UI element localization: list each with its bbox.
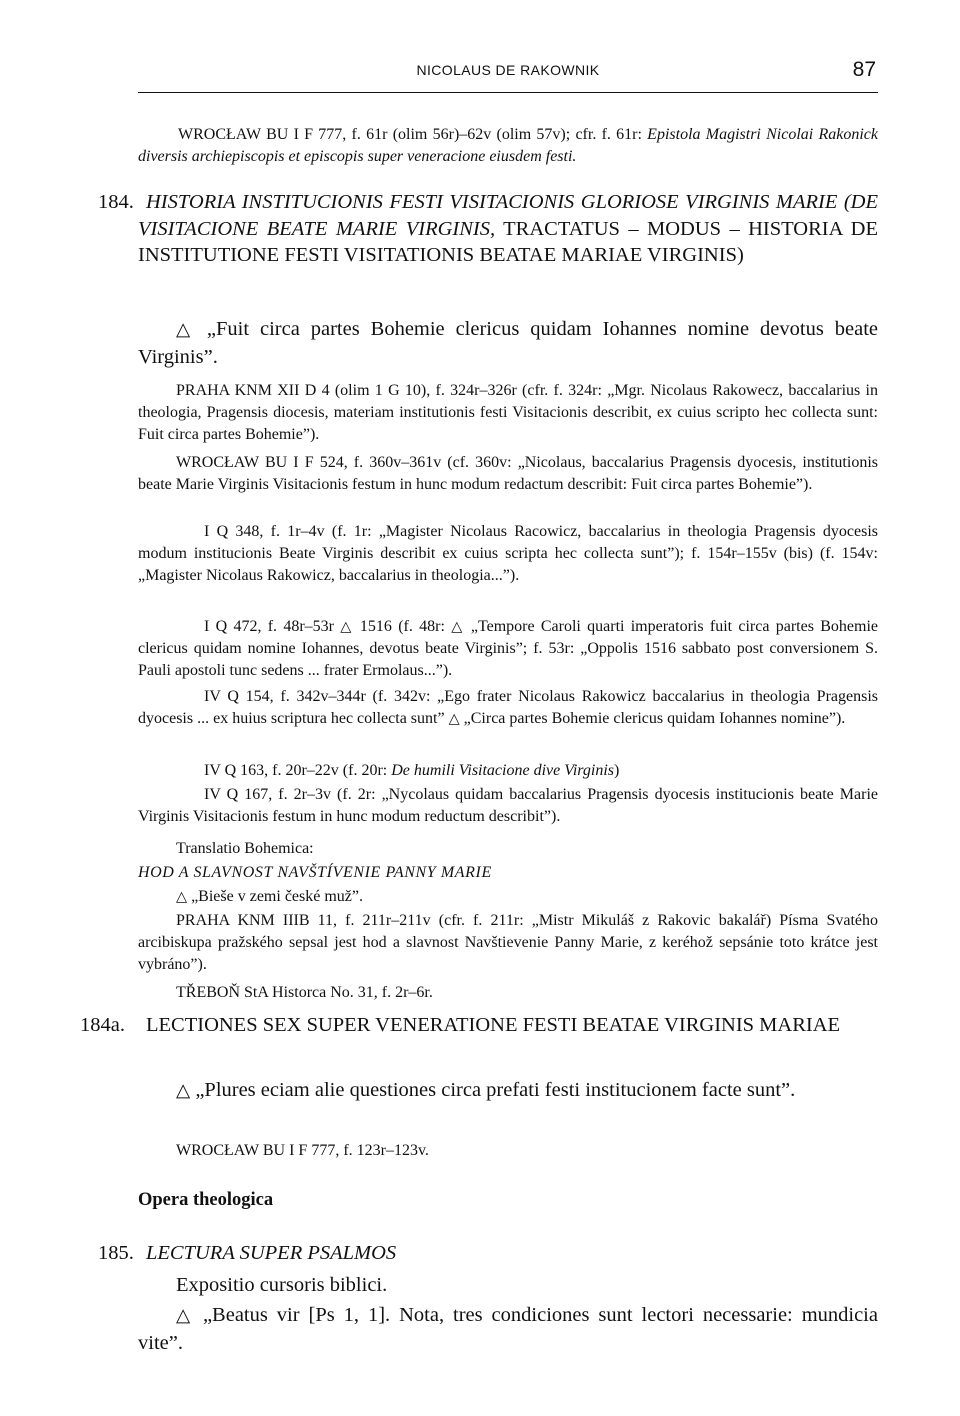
incipit-triangle-icon: △ <box>176 319 196 340</box>
incipit-185-text: „Beatus vir [Ps 1, 1]. Nota, tres condiciones sunt lectori necessarie: mundicia vite”. <box>138 1304 878 1354</box>
intro-italic: Epistola Magistri Nicolai Rakonick diversis archiepiscopis et episcopis super veneracione eiusdem festi. <box>138 126 878 165</box>
ms-wroclaw-777: WROCŁAW BU I F 777, f. 123r–123v. <box>176 1142 429 1159</box>
ms-wroclaw-524: WROCŁAW BU I F 524, f. 360v–361v (cf. 360v: „Nicolaus, baccalarius Pragensis dyocesis, institutionis beate Marie Virginis Visitacionis festum in hunc modum redactum describit: Fuit circa partes Bohemie”). <box>138 454 878 493</box>
ms-trebon: TŘEBOŇ StA Historca No. 31, f. 2r–6r. <box>176 984 433 1001</box>
ivq163-end: ) <box>614 762 620 779</box>
incipit-text: „Fuit circa partes Bohemie clericus quidam Iohannes nomine devotus beate Virginis”. <box>138 318 878 368</box>
entry-number-185: 185. <box>98 1242 134 1264</box>
incipit-184a <box>138 1077 878 1105</box>
bohemian-title: HOD A SLAVNOST NAVŠTÍVENIE PANNY MARIE <box>138 864 492 881</box>
ms-ivq163 <box>138 760 878 782</box>
ivq163-italic: De humili Visitacione dive Virginis <box>391 762 615 779</box>
incipit-184a-text: „Plures eciam alie questiones circa prefati festi institucionem facte sunt”. <box>190 1079 796 1101</box>
ms-praha-knm: PRAHA KNM XII D 4 (olim 1 G 10), f. 324r–326r (cfr. f. 324r: „Mgr. Nicolaus Rakowecz, baccalarius in theologia, Pragensis diocesis, materiam institutionis festi Visitacionis describit, ex cuius scripto hec collecta sunt: Fuit circa partes Bohemie”). <box>138 382 878 443</box>
entry-number-184a: 184a. <box>80 1014 125 1036</box>
triangle-icon: △ <box>176 889 188 905</box>
entry-desc-185: Expositio cursoris biblici. <box>176 1274 388 1296</box>
ms-ivq154 <box>138 686 878 730</box>
triangle-icon: △ <box>176 1305 194 1326</box>
triangle-icon: △ <box>448 711 460 727</box>
section-heading: Opera theologica <box>138 1190 274 1210</box>
entry-title-184a: LECTIONES SEX SUPER VENERATIONE FESTI BEATAE VIRGINIS MARIAE <box>146 1014 841 1036</box>
entry-title-184 <box>138 189 878 269</box>
intro-text: WROCŁAW BU I F 777, f. 61r (olim 56r)–62v (olim 57v); cfr. f. 61r: <box>178 126 648 143</box>
entry-title-plain: TRACTATUS – MODUS – HISTORIA DE INSTITUTIONE FESTI VISITATIONIS BEATAE MARIAE VIRGINIS) <box>138 217 878 266</box>
entry-title-italic: HISTORIA INSTITUCIONIS FESTI VISITACIONIS GLORIOSE VIRGINIS MARIE (DE VISITACIONE BEATE MARIE VIRGINIS, <box>138 191 878 240</box>
triangle-icon: △ <box>340 619 354 635</box>
bohemian-incipit <box>176 886 363 908</box>
ivq154-a: IV Q 154, f. 342v–344r (f. 342v: „Ego frater Nicolaus Rakowicz baccalarius in theologia Pragensis dyocesis ... ex huius scriptura hec collecta sunt” <box>138 688 878 727</box>
ms-ivq167: IV Q 167, f. 2r–3v (f. 2r: „Nycolaus quidam baccalarius Pragensis dyocesis institucionis beate Marie Virginis Visitacionis festum in hunc modum reductum describit”). <box>138 786 878 825</box>
translatio-label: Translatio Bohemica: <box>176 840 314 857</box>
incipit-185 <box>138 1302 878 1356</box>
iq472-a: I Q 472, f. 48r–53r <box>204 618 341 635</box>
entry-title-185: LECTURA SUPER PSALMOS <box>146 1242 397 1264</box>
iq472-c: „Tempore Caroli quarti imperatoris fuit circa partes Bohemie clericus quidam nomine Iohannes, devotus beate Virginis”; f. 53r: „Oppolis 1516 sabbato post conversionem S. Pauli apostoli tunc sedens ... frater Ermolaus...”). <box>138 618 878 679</box>
ms-iq472 <box>138 616 878 682</box>
ivq154-b: „Circa partes Bohemie clericus quidam Iohannes nomine”). <box>459 710 846 727</box>
ms-iq348: I Q 348, f. 1r–4v (f. 1r: „Magister Nicolaus Racowicz, baccalarius in theologia Pragensis dyocesis modum institucionis Beate Virginis describit ex cuius scripta hec collecta sunt”); f. 154r–155v (bis) (f. 154v: „Magister Nicolaus Rakowicz, baccalarius in theologia...”). <box>138 523 878 584</box>
intro-paragraph <box>138 124 878 168</box>
ivq163-plain: IV Q 163, f. 20r–22v (f. 20r: <box>204 762 392 779</box>
bohemian-incipit-text: „Bieše v zemi české muž”. <box>187 888 363 905</box>
running-header <box>138 56 878 93</box>
page-number: 87 <box>852 58 876 81</box>
triangle-icon: △ <box>451 619 465 635</box>
ms-praha-iiib11: PRAHA KNM IIIB 11, f. 211r–211v (cfr. f. 211r: „Mistr Mikuláš z Rakovic bakalář) Písma Svatého arcibiskupa pražského sepsal jest hod a slavnost Navštievenie Panny Marie, z keréhož sepsánie toto krátce jest vybráno”). <box>138 912 878 973</box>
incipit-184 <box>138 316 878 370</box>
triangle-icon: △ <box>176 1080 191 1101</box>
running-title: NICOLAUS DE RAKOWNIK <box>416 62 600 78</box>
iq472-b: 1516 (f. 48r: <box>353 618 452 635</box>
entry-number-184: 184. <box>98 191 134 213</box>
